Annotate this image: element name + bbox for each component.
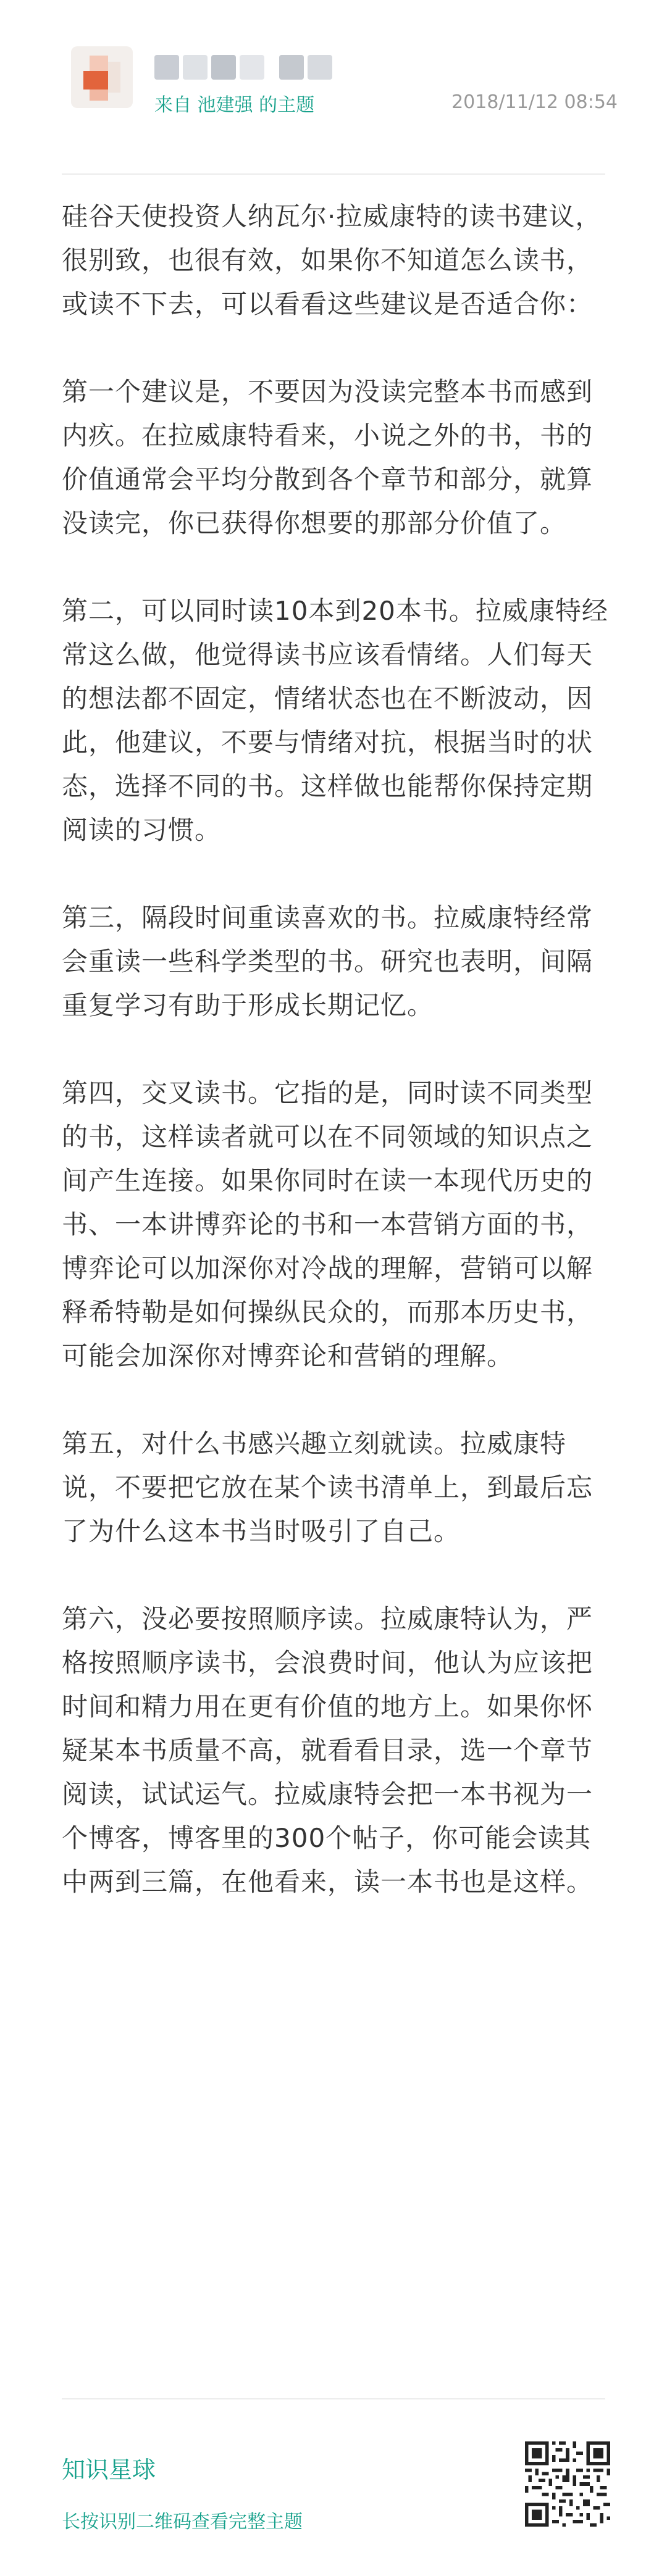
author-name-blurred — [154, 52, 340, 82]
paragraph-1: 第一个建议是，不要因为没读完整本书而感到内疚。在拉威康特看来，小说之外的书，书的价值通常会平均分散到各个章节和部分，就算没读完，你已获得你想要的那部分价值了。 — [62, 377, 594, 538]
source-name[interactable]: 池建强 — [197, 94, 253, 116]
footer-hint: 长按识别二维码查看完整主题 — [62, 2511, 303, 2533]
paragraph-2: 第二，可以同时读10本到20本书。拉威康特经常这么做，他觉得读书应该看情绪。人们每天的想法都不固定，情绪状态也在不断波动，因此，他建议，不要与情绪对抗，根据当时的状态，选择不同的书。这样做也能帮你保持定期阅读的习惯。 — [62, 596, 608, 845]
post-date: 2018/11/12 08:54 — [451, 91, 618, 113]
source-prefix: 来自 — [154, 94, 191, 116]
header-divider — [62, 173, 605, 175]
paragraph-intro: 硅谷天使投资人纳瓦尔·拉威康特的读书建议，很别致，也很有效，如果你不知道怎么读书，或读不下去，可以看看这些建议是否适合你： — [62, 201, 602, 319]
paragraph-4: 第四，交叉读书。它指的是，同时读不同类型的书，这样读者就可以在不同领域的知识点之间产生连接。如果你同时在读一本现代历史的书、一本讲博弈论的书和一本营销方面的书，博弈论可以加深你对冷战的理解，营销可以解释希特勒是如何操纵民众的，而那本历史书，可能会加深你对博弈论和营销的理解。 — [62, 1078, 594, 1371]
article-body — [62, 194, 608, 1904]
footer-brand: 知识星球 — [62, 2456, 156, 2483]
topic-header — [0, 0, 667, 176]
footer-divider — [62, 2398, 605, 2399]
paragraph-3: 第三，隔段时间重读喜欢的书。拉威康特经常会重读一些科学类型的书。研究也表明，间隔重复学习有助于形成长期记忆。 — [62, 902, 594, 1020]
topic-source[interactable] — [154, 90, 314, 117]
paragraph-5: 第五，对什么书感兴趣立刻就读。拉威康特说，不要把它放在某个读书清单上，到最后忘了为什么这本书当时吸引了自己。 — [62, 1428, 594, 1546]
avatar[interactable] — [71, 46, 133, 108]
source-suffix: 的主题 — [259, 94, 315, 116]
qr-code-icon[interactable] — [525, 2441, 610, 2527]
paragraph-6: 第六，没必要按照顺序读。拉威康特认为，严格按照顺序读书，会浪费时间，他认为应该把时间和精力用在更有价值的地方上。如果你怀疑某本书质量不高，就看看目录，选一个章节阅读，试试运气。拉威康特会把一本书视为一个博客，博客里的300个帖子，你可能会读其中两到三篇，在他看来，读一本书也是这样。 — [62, 1604, 594, 1897]
